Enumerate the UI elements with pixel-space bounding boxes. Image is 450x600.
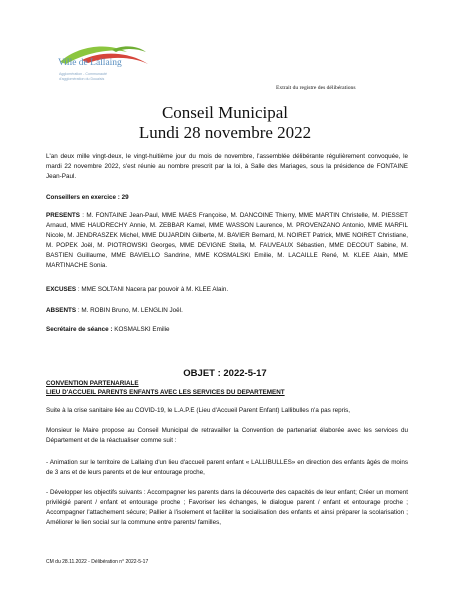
body-paragraph-1: Suite à la crise sanitaire liée au COVID-19, le L.A.P.E (Lieu d'Accueil Parent Enfant) Lallibulles n'a pas repris, xyxy=(46,407,350,414)
presents-label: PRESENTS xyxy=(46,212,80,219)
city-logo xyxy=(52,38,162,108)
secretaire-text: KOSMALSKI Emilie xyxy=(112,326,170,333)
logo-name: Ville de Lallaing xyxy=(58,58,122,68)
absents-text: : M. ROBIN Bruno, M. LENGLIN Joël. xyxy=(76,307,183,314)
presents-paragraph xyxy=(46,211,408,271)
intro-paragraph: L'an deux mille vingt-deux, le vingt-huitième jour du mois de novembre, l'assemblée délibérante régulièrement convoquée, le mardi 22 novembre 2022, s'est réunie au nombre prescrit par la loi, à Salle des Mariages, sous la présidence de FONTAINE Jean-Paul. xyxy=(46,153,408,180)
body-paragraph-4: - Développer les objectifs suivants : Accompagner les parents dans la découverte des capacités de leur enfant; Créer un moment privilégié parent / enfant et entourage proche ; Favoriser les échanges, le dialogue parent / enfant et entourage proche ; Accompagner l'attachement sécure; Pallier à l'isolement et faciliter la socialisation des enfants et ainsi préparer la scolarisation ; Améliorer le lien social sur la commune entre parents/ familles, xyxy=(46,489,408,526)
page-date: Lundi 28 novembre 2022 xyxy=(138,123,312,142)
page-title: Conseil Municipal xyxy=(161,103,289,122)
body-paragraph-2: Monsieur le Maire propose au Conseil Municipal de retravailler la Convention de partenariat élaborée avec les services du Département et de la réactualiser comme suit : xyxy=(46,427,408,444)
presents-list: : M. FONTAINE Jean-Paul, MME MAES Françoise, M. DANCOINE Thierry, MME MARTIN Christelle, M. PIESSET Arnaud, MME HAUDRECHY Annie, M. ZEBBAR Kamel, MME WASSON Laurence, M. PROVENZANO Antonio, MME MARFIL Nicole, M. JENDRASZEK Michel, MME DUJARDIN Gilberte, M. BAVIER Bernard, M. NOIRET Patrick, MME NOIRET Christiane, M. POPEK Joël, M. PIOTROWSKI Georges, MME DEVIGNE Stella, M. FAUVEAUX Sébastien, MME DECOUT Sabine, M. BASTIEN Guillaume, MME BAVIELLO Sandrine, MME KOSMALSKI Emilie, M. LACAILLE René, M. KLEE Alain, MME MARTINACHE Sonia. xyxy=(46,212,408,269)
convention-heading xyxy=(46,380,285,397)
secretaire-label: Secrétaire de séance : xyxy=(46,326,113,333)
excuses-text: : MME SOLTANI Nacera par pouvoir à M. KLEE Alain. xyxy=(76,286,229,293)
extract-label: Extrait du registre des délibérations xyxy=(276,85,356,91)
absents-label: ABSENTS xyxy=(46,307,77,314)
convention-line-2: LIEU D'ACCUEIL PARENTS ENFANTS AVEC LES SERVICES DU DEPARTEMENT xyxy=(46,388,285,396)
body-paragraph-3: - Animation sur le territoire de Lallaing d'un lieu d'accueil parent enfant « LALLIBULLES» en direction des enfants âgés de moins de 3 ans et de leurs parents et de leur entourage proche, xyxy=(46,459,408,476)
objet-heading: OBJET : 2022-5-17 xyxy=(183,368,267,379)
logo-tagline: Agglomération - Communauté d'agglomération du Douaisis xyxy=(59,72,107,81)
excuses-paragraph xyxy=(46,285,408,295)
convention-line-1: CONVENTION PARTENARIALE xyxy=(46,380,139,387)
secretaire-paragraph xyxy=(46,325,408,335)
page-footer: CM du 28.11.2022 - Délibération n° 2022-5-17 xyxy=(46,559,149,565)
conseillers-count: Conseillers en exercice : 29 xyxy=(46,194,129,201)
excuses-label: EXCUSES xyxy=(46,286,77,293)
absents-paragraph xyxy=(46,306,408,316)
